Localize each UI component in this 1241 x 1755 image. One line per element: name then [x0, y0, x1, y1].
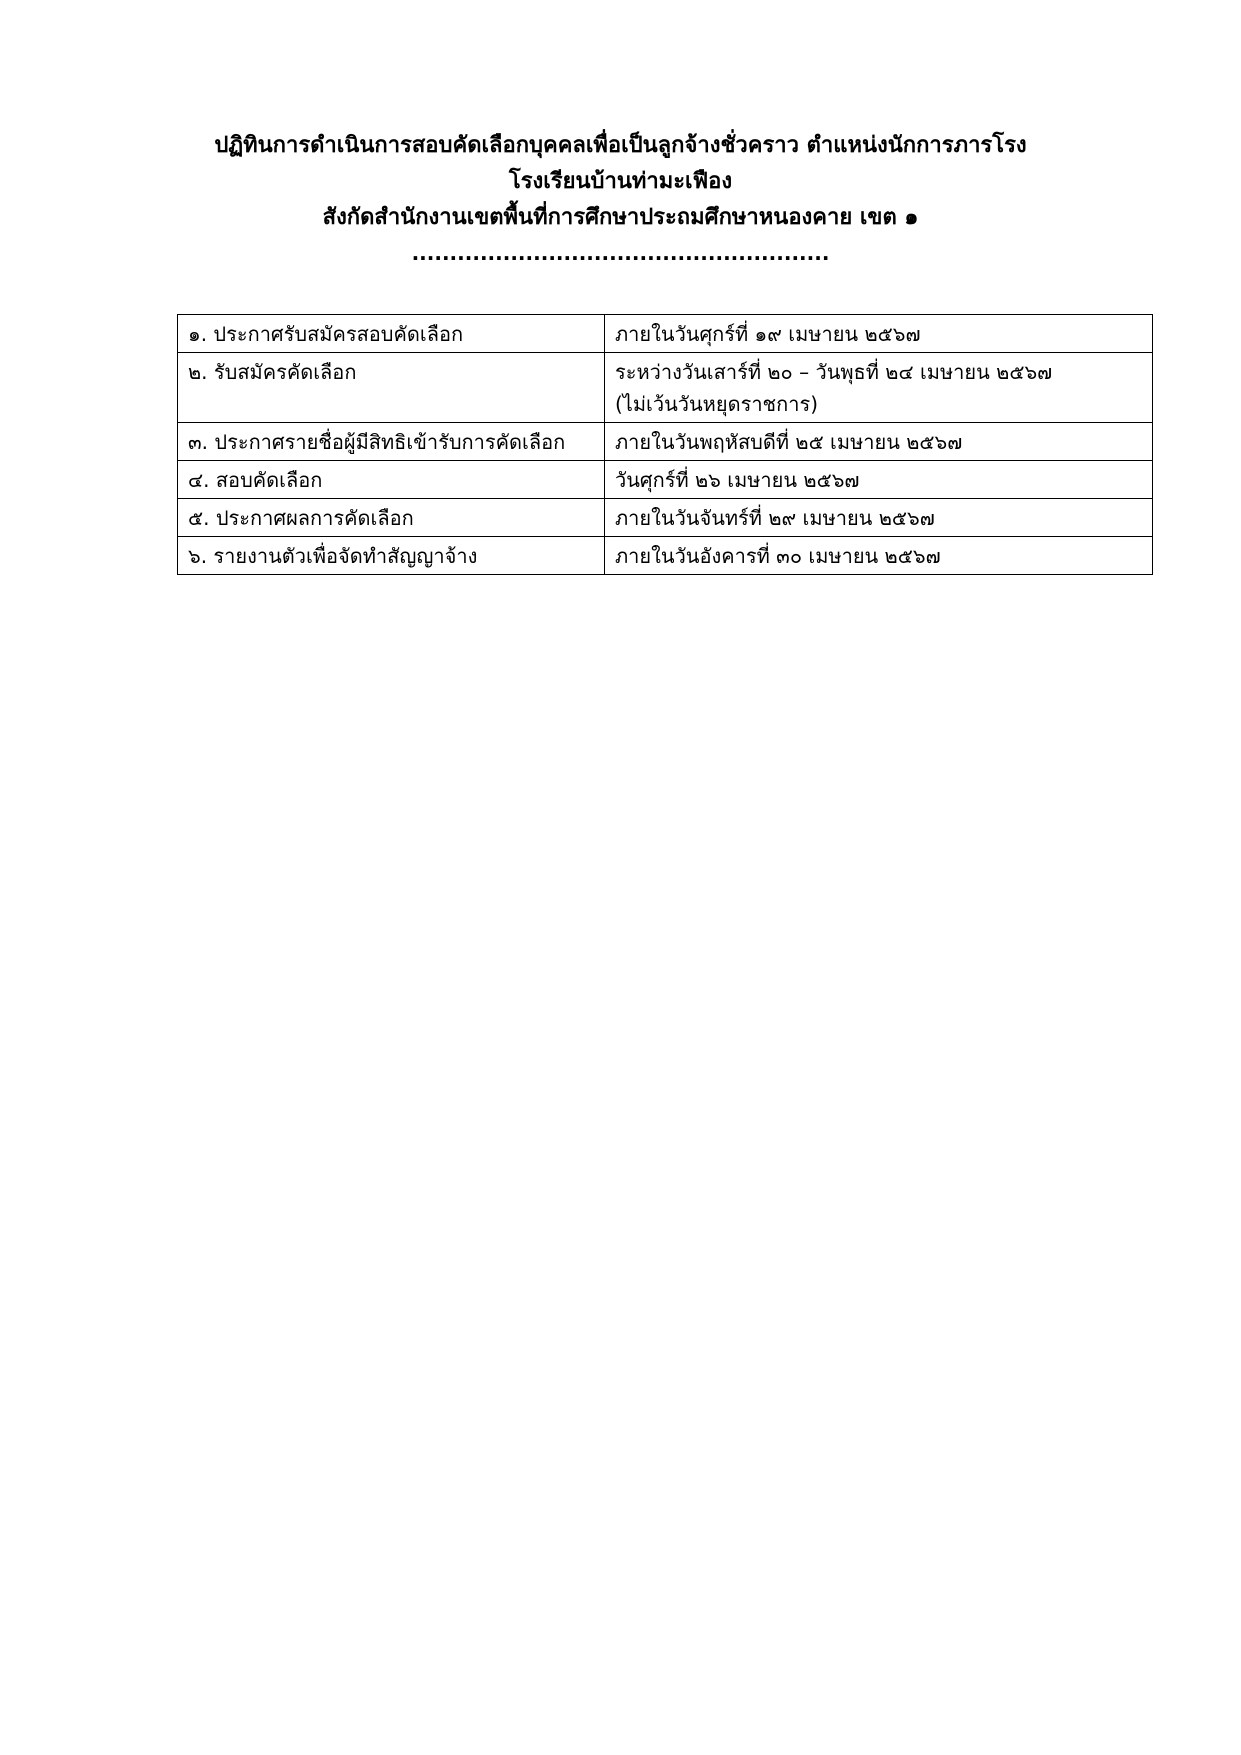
date-cell: ภายในวันจันทร์ที่ ๒๙ เมษายน ๒๕๖๗ — [605, 499, 1153, 537]
table-row — [178, 461, 1153, 499]
table-row — [178, 499, 1153, 537]
date-cell: ภายในวันอังคารที่ ๓๐ เมษายน ๒๕๖๗ — [605, 537, 1153, 575]
step-cell: ๑. ประกาศรับสมัครสอบคัดเลือก — [178, 315, 605, 353]
date-cell: วันศุกร์ที่ ๒๖ เมษายน ๒๕๖๗ — [605, 461, 1153, 499]
step-cell: ๔. สอบคัดเลือก — [178, 461, 605, 499]
table-row — [178, 353, 1153, 423]
step-cell: ๓. ประกาศรายชื่อผู้มีสิทธิเข้ารับการคัดเลือก — [178, 423, 605, 461]
schedule-table — [177, 314, 1153, 575]
date-cell: ภายในวันพฤหัสบดีที่ ๒๕ เมษายน ๒๕๖๗ — [605, 423, 1153, 461]
step-cell: ๒. รับสมัครคัดเลือก — [178, 353, 605, 423]
table-row — [178, 315, 1153, 353]
date-cell: ภายในวันศุกร์ที่ ๑๙ เมษายน ๒๕๖๗ — [605, 315, 1153, 353]
table-row — [178, 537, 1153, 575]
title-line-3: สังกัดสำนักงานเขตพื้นที่การศึกษาประถมศึกษาหนองคาย เขต ๑ — [322, 205, 919, 230]
title-separator: ....................................................... — [411, 241, 830, 265]
title-line-1: ปฏิทินการดำเนินการสอบคัดเลือกบุคคลเพื่อเป็นลูกจ้างชั่วคราว ตำแหน่งนักการภารโรง — [214, 133, 1027, 158]
table-row — [178, 423, 1153, 461]
date-note: (ไม่เว้นวันหยุดราชการ) — [615, 392, 819, 416]
date-text: ระหว่างวันเสาร์ที่ ๒๐ – วันพุธที่ ๒๔ เมษายน ๒๕๖๗ — [615, 360, 1053, 384]
step-cell: ๖. รายงานตัวเพื่อจัดทำสัญญาจ้าง — [178, 537, 605, 575]
step-cell: ๕. ประกาศผลการคัดเลือก — [178, 499, 605, 537]
document-heading — [0, 128, 1241, 268]
date-cell — [605, 353, 1153, 423]
title-line-2: โรงเรียนบ้านท่ามะเฟือง — [508, 169, 733, 194]
